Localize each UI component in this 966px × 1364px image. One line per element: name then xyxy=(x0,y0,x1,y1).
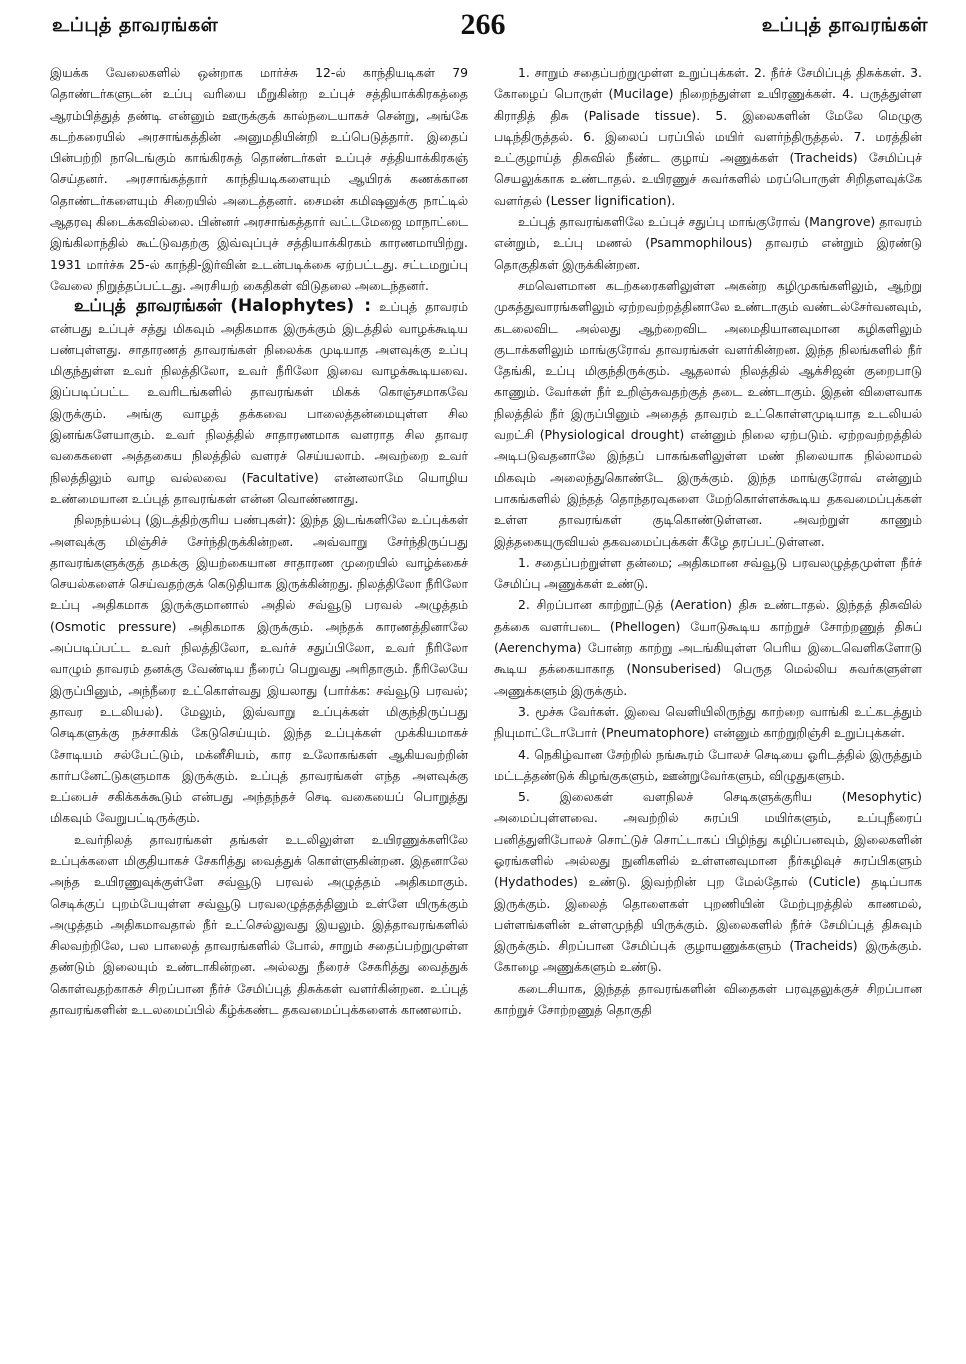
paragraph-item-1: 1. சதைப்பற்றுள்ள தன்மை; அதிகமான சவ்வூடு பரவலழுத்தமுள்ள நீர்ச் சேமிப்பு அணுக்கள் உண்டு. xyxy=(494,554,922,592)
paragraph-definition: உப்புத் தாவரம் என்பது உப்புச் சத்து மிகவும் அதிகமாக இருக்கும் இடத்தில் வாழக்கூடிய பண்புள்ளது. சாதாரணத் தாவரங்கள் நிலைக்க முடியாத அளவுக்கு உப்பு மிகுந்துள்ள உவர் நிலத்திலோ, உவர் நீரிலோ இவை வாழக்கூடியவை. இப்படிப்பட்ட உவரிடங்களில் தாவரங்கள் மிகக் கொஞ்சமாகவே இருக்கும். அங்கு வாழத் தக்கவை பாலைத்தன்மையுள்ள சில இனங்களேயாகும். உவர் நிலத்தில் சாதாரணமாக வளராத சில தாவர வகைகளை அத்தகைய நிலத்தில் வளரச் செய்யலாம். அவற்றை உவர் நிலத்திலும் வாழ வல்லவை (Facultative) என்னலாமே யொழிய உண்மையான உப்புத் தாவரங்கள் என்ன வொண்ணாது. xyxy=(50,299,468,506)
entry-heading-paragraph xyxy=(50,296,468,509)
entry-heading-english: (Halophytes) : xyxy=(230,296,372,317)
entry-heading-term: உப்புத் தாவரங்கள் xyxy=(74,296,223,317)
page-header xyxy=(0,0,966,58)
paragraph-habitat: நிலநந்யல்பு (இடத்திற்குரிய பண்புகள்): இந்த இடங்களிலே உப்புக்கள் அளவுக்கு மிஞ்சிச் சேர்ந்திருக்கின்றன. அவ்வாறு சேர்ந்திருப்பது தாவரங்களுக்குத் தமக்கு இயற்கையான சாதாரண முறையில் வாழ்க்கைச் செயல்களைச் செய்வதற்குக் கெடுதியாக இருக்கின்றது. நிலத்திலோ நீரிலோ உப்பு அதிகமாக இருக்குமானால் அதில் சவ்வூடு பரவல் அழுத்தம் (Osmotic pressure) அதிகமாக இருக்கும். அந்தக் காரணத்தினாலே அப்படிப்பட்ட உவர் நிலத்திலோ, உவர்ச் சதுப்பிலோ, உவர் நீரிலோ வாழும் தாவரம் தனக்கு வேண்டிய நீரைப் பெறுவது அரிதாகும். நீரிலேயே இருப்பினும், அந்நீரை உட்கொள்வது இயலாது (பார்க்க: சவ்வூடு பரவல்; தாவர உடலியல்). மேலும், இவ்வாறு உப்புக்கள் மிகுந்திருப்பது செடிகளுக்கு நச்சாகிக் கேடுசெய்யும். இந்த உப்புக்கள் முக்கியமாகச் சோடியம் சல்பேட்டும், மக்னீசியம், கார உலோகங்கள் ஆகியவற்றின் கார்பனேட்டுகளுமாக இருக்கும். உப்புத் தாவரங்கள் எந்த அளவுக்கு உப்பைச் சகிக்கக்கூடும் என்பது அந்தந்தச் செடி வகையைப் பொறுத்து மிகவும் வேறுபட்டிருக்கும். xyxy=(50,512,468,826)
paragraph-satyagraha: இயக்க வேலைகளில் ஒன்றாக மார்ச்சு 12-ல் காந்தியடிகள் 79 தொண்டர்களுடன் உப்பு வரியை மீறுகின்ற உப்புச் சத்தியாக்கிரகத்தை ஆரம்பித்துத் தண்டி என்னும் ஊருக்குக் கால்நடையாகச் சென்று, அங்கே கடற்கரையில் அரசாங்கத்தின் அனுமதியின்றி உப்பெடுத்தார். இதைப் பின்பற்றி நாடெங்கும் காங்கிரசுத் தொண்டர்கள் உப்புச் சத்தியாக்கிரகஞ் செய்தனர். அரசாங்கத்தார் காந்தியடிகளையும் ஆயிரக் கணக்கான தொண்டர்களையும் சிறையில் அடைத்தனர். சைமன் கமிஷனுக்கு நாட்டில் ஆதரவு கிடைக்கவில்லை. பின்னர் அரசாங்கத்தார் வட்டமேஜை மாநாட்டை இங்கிலாந்தில் கூட்டுவதற்கு இவ்வுப்புச் சத்தியாக்கிரகம் காரணமாயிற்று. 1931 மார்ச்சு 25-ல் காந்தி-இர்வின் உடன்படிக்கை ஏற்பட்டது. சட்டமறுப்பு வேலை நிறுத்தப்பட்டது. அரசியற் கைதிகள் விடுதலை அடைந்தனர். xyxy=(50,65,468,293)
paragraph-features-list: 1. சாறும் சதைப்பற்றுமுள்ள உறுப்புக்கள். 2. நீர்ச் சேமிப்புத் திசுக்கள். 3. கோழைப் பொருள் (Mucilage) நிறைந்துள்ள உயிரணுக்கள். 4. பருத்துள்ள கிராதித் திசு (Palisade tissue). 5. இலைகளின் மேலே மெழுகு படிந்திருத்தல். 6. இலைப் பரப்பில் மயிர் வளர்ந்திருத்தல். 7. மரத்தின் உட்குழாய்த் திசுவில் நீண்ட குழாய் அணுக்கள் (Tracheids) சேமிப்புச் செயலுக்காக உண்டாதல். உயிரணுச் சுவர்களில் மரப்பொருள் சிறிதளவுக்கே வளர்தல் (Lesser lignification). xyxy=(494,65,922,208)
paragraph-groups: உப்புத் தாவரங்களிலே உப்புச் சதுப்பு மாங்குரோவ் (Mangrove) தாவரம் என்றும், உப்பு மணல் (Psammophilous) தாவரம் என்றும் இரண்டு தொகுதிகள் இருக்கின்றன. xyxy=(494,214,922,272)
paragraph-item-3: 3. மூச்சு வேர்கள். இவை வெளியிலிருந்து காற்றை வாங்கி உட்கடத்தும் நியுமாட்டோபோர் (Pneumatophore) என்னும் காற்றுறிஞ்சி உறுப்புக்கள். xyxy=(494,703,922,741)
paragraph-adaptation: உவர்நிலத் தாவரங்கள் தங்கள் உடலிலுள்ள உயிரணுக்களிலே உப்புக்களை மிகுதியாகச் சேகரித்து வைத்துக் கொள்ளுகின்றன. இதனாலே அந்த உயிரணுவுக்குள்ளே சவ்வூடு பரவல் அழுத்தம் அதிகமாகும். செடிக்குப் புறம்பேயுள்ள சவ்வூடு பரவலழுத்தத்தினும் உள்ளே யிருக்கும் அழுத்தம் அதிகமாவதால் நீர் உட்செல்லுவது இயலும். இத்தாவரங்களில் சிலவற்றிலே, பல பாலைத் தாவரங்களில் போல், சாறும் சதைப்பற்றுமுள்ள தண்டும் இலையும் உண்டாகின்றன. அல்லது நீரைச் சேகரித்து வைத்துக் கொள்வதற்காகச் சிறப்பான நீர்ச் சேமிப்புத் திசுக்கள் வளர்கின்றன. உப்புத் தாவரங்களின் உடலமைப்பில் கீழ்க்கண்ட தகவமைப்புக்களைக் காணலாம். xyxy=(50,831,468,1018)
left-column xyxy=(50,62,468,1352)
paragraph-item-5: 5. இலைகள் வளநிலச் செடிகளுக்குரிய (Mesophytic) அமைப்புள்ளவை. அவற்றில் சுரப்பி மயிர்களும், உப்புநீரைப் பனித்துளிபோலச் சொட்டுச் சொட்டாகப் பிழிந்து கழிப்பனவும், இலைகளின் ஓரங்களில் அல்லது நுனிகளில் உள்ளனவுமான நீர்கழிவுச் சுரப்பிகளும் (Hydathodes) உண்டு. இவற்றின் புற மேல்தோல் (Cuticle) தடிப்பாக இருக்கும். இலைத் தொளைகள் புறணியின் மேற்புறத்தில் காணமல், பள்ளங்களின் உள்ளமுந்தி யிருக்கும். இலைகளில் நீர்ச் சேமிப்புத் திசுவும் இருக்கும். சிறப்பான சேமிப்புக் குழாயணுக்களும் (Tracheids) இருக்கும். கோழை அணுக்களும் உண்டு. xyxy=(494,789,922,975)
paragraph-item-4: 4. நெகிழ்வான சேற்றில் நங்கூரம் போலச் செடியை ஓரிடத்தில் இருத்தும் மட்டத்தண்டுக் கிழங்குகளும், ஊன்றுவேர்களும், விழுதுகளும். xyxy=(494,746,922,783)
page-number: 266 xyxy=(460,8,506,41)
running-title-left: உப்புத் தாவரங்கள் xyxy=(52,14,219,36)
right-column xyxy=(494,62,922,1352)
paragraph-item-2: 2. சிறப்பான காற்றூட்டுத் (Aeration) திசு உண்டாதல். இந்தத் திசுவில் தக்கை வளர்படை (Phellogen) யோடுகூடிய காற்றுச் சோற்றணுத் திசுப் (Aerenchyma) போன்ற காற்று அடங்கியுள்ள பெரிய இடைவெளிகளோடு கூடிய தக்கையாகாத (Nonsuberised) பெருத மெல்லிய சுவர்களுள்ள அணுக்களும் இருக்கும். xyxy=(494,597,922,698)
paragraph-mangrove: சமவெளமான கடற்கரைகளிலுள்ள அகன்ற கழிமுகங்களிலும், ஆற்று முகத்துவாரங்களிலும் ஏற்றவற்றத்தினாலே உண்டாகும் வண்டல்சேர்வனவும், கடலைவிட அல்லது ஆற்றைவிட அமைதியானவுமான கழிகளிலும் குடாக்களிலும் மாங்குரோவ் தாவரங்கள் வளர்கின்றன. இந்த நிலங்களில் நீர் தேங்கி, உப்பு மிகுந்திருக்கும். ஆதலால் நிலத்தில் ஆக்சிஜன் குறைபாடு காணும். வேர்கள் நீர் உறிஞ்சுவதற்குத் தடை உண்டாகும். இதன் விளைவாக நிலத்தில் நீர் இருப்பினும் அதைத் தாவரம் உட்கொள்ளமுடியாத உடலியல் வறட்சி (Physiological drought) என்னும் நிலை ஏற்படும். ஏற்றவற்றத்தில் அடிபடுவதனாலே இந்தப் பாகங்களிலுள்ள மண் நிலையாக நில்லாமல் மிகவும் அலைந்துகொண்டே இருக்கும். இந்த மாங்குரோவ் என்னும் பாகங்களில் இந்தத் தொந்தரவுகளை மேற்கொள்ளக்கூடிய தகவமைப்புக்கள் உள்ள தாவரங்கள் குடிகொண்டுள்ளன. அவற்றுள் காணும் இத்தகையுருவியல் தகவமைப்புக்கள் கீழே தரப்பட்டுள்ளன. xyxy=(494,277,922,549)
paragraph-seeds: கடைசியாக, இந்தத் தாவரங்களின் விதைகள் பரவுதலுக்குச் சிறப்பான காற்றுச் சோற்றணுத் தொகுதி xyxy=(494,980,922,1018)
running-title-right: உப்புத் தாவரங்கள் xyxy=(761,14,928,36)
